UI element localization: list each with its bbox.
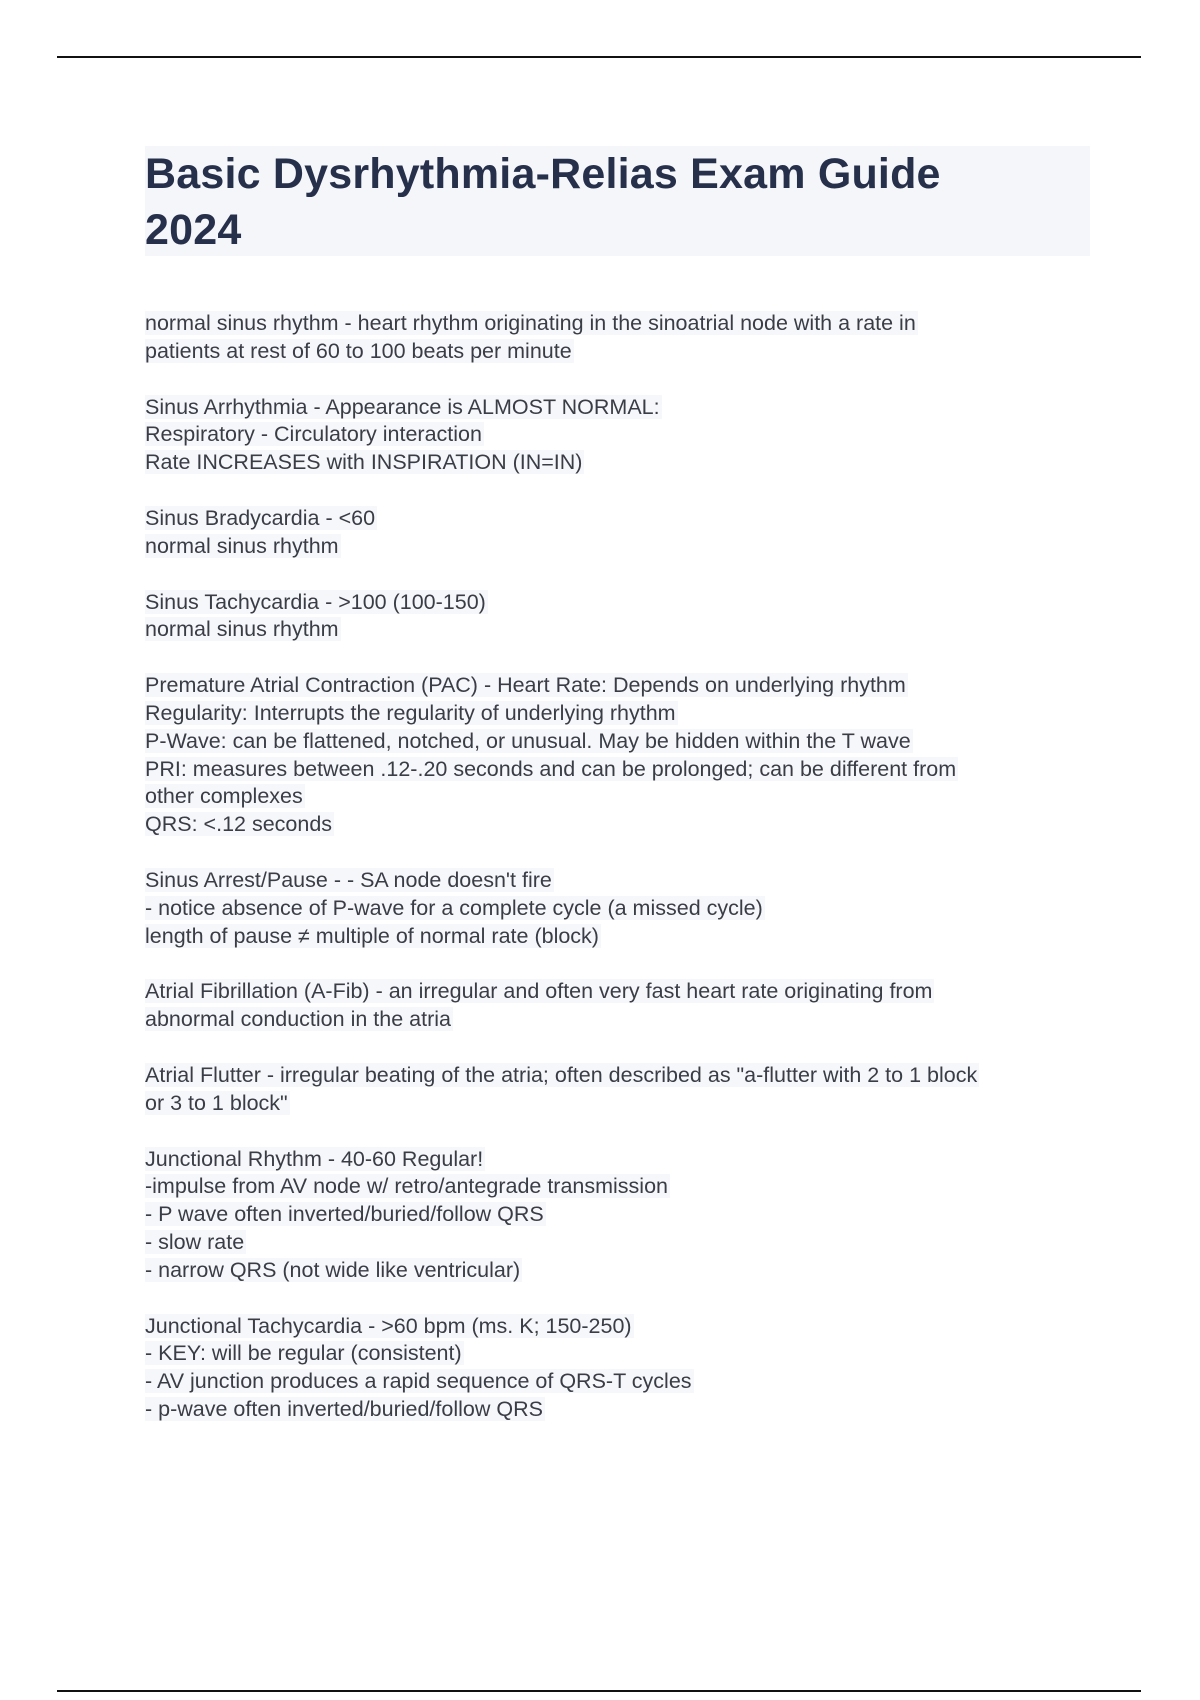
term-definition-line — [145, 672, 1105, 700]
term-detail-line — [145, 421, 1105, 449]
line-text: Sinus Arrhythmia - Appearance is ALMOST NORMAL: — [145, 394, 660, 419]
line-text: normal sinus rhythm — [145, 617, 339, 642]
term-entry — [145, 1146, 1105, 1285]
page-title: Basic Dysrhythmia-Relias Exam Guide 2024 — [145, 150, 941, 254]
term-definition-line — [145, 867, 1105, 895]
top-divider — [57, 56, 1141, 58]
term-detail-line — [145, 1340, 1105, 1368]
term-entry — [145, 310, 1105, 366]
title-block — [145, 146, 1090, 256]
line-text: - AV junction produces a rapid sequence of QRS-T cycles — [145, 1369, 692, 1394]
term-detail-line — [145, 1229, 1105, 1257]
term-entry — [145, 505, 1105, 561]
line-text: - slow rate — [145, 1229, 245, 1254]
term-definition-line — [145, 589, 1105, 617]
term-detail-line — [145, 783, 1105, 811]
line-text: -impulse from AV node w/ retro/antegrade transmission — [145, 1174, 669, 1199]
term-detail-line — [145, 338, 1105, 366]
term-detail-line — [145, 533, 1105, 561]
term-detail-line — [145, 1173, 1105, 1201]
term-definition-line — [145, 1313, 1105, 1341]
term-entry — [145, 672, 1105, 839]
term-detail-line — [145, 1090, 1105, 1118]
term-definition-line — [145, 1146, 1105, 1174]
term-detail-line — [145, 1201, 1105, 1229]
term-detail-line — [145, 1006, 1105, 1034]
term-detail-line — [145, 923, 1105, 951]
term-entry — [145, 867, 1105, 950]
term-definition-line — [145, 978, 1105, 1006]
line-text: Sinus Tachycardia - >100 (100-150) — [145, 589, 486, 614]
line-text: Sinus Bradycardia - <60 — [145, 505, 376, 530]
line-text: Atrial Flutter - irregular beating of the atria; often described as "a-flutter with 2 to 1 block — [145, 1062, 978, 1087]
line-text: - P wave often inverted/buried/follow QRS — [145, 1202, 544, 1227]
term-detail-line — [145, 616, 1105, 644]
line-text: normal sinus rhythm - heart rhythm originating in the sinoatrial node with a rate in — [145, 311, 916, 335]
line-text: patients at rest of 60 to 100 beats per minute — [145, 338, 572, 363]
term-entry — [145, 1062, 1105, 1118]
term-entry — [145, 1313, 1105, 1424]
term-detail-line — [145, 1396, 1105, 1424]
term-entry — [145, 589, 1105, 645]
line-text: or 3 to 1 block" — [145, 1090, 288, 1115]
line-text: - KEY: will be regular (consistent) — [145, 1341, 462, 1366]
line-text: other complexes — [145, 784, 303, 809]
line-text: QRS: <.12 seconds — [145, 812, 333, 837]
term-definition-line — [145, 310, 1105, 338]
line-text: - notice absence of P-wave for a complete cycle (a missed cycle) — [145, 895, 763, 920]
term-definition-line — [145, 1062, 1105, 1090]
term-detail-line — [145, 756, 1105, 784]
line-text: Premature Atrial Contraction (PAC) - Heart Rate: Depends on underlying rhythm — [145, 673, 906, 698]
line-text: length of pause ≠ multiple of normal rate (block) — [145, 923, 599, 948]
term-entry — [145, 978, 1105, 1034]
line-text: abnormal conduction in the atria — [145, 1007, 451, 1032]
term-detail-line — [145, 449, 1105, 477]
line-text: - narrow QRS (not wide like ventricular) — [145, 1257, 521, 1282]
term-detail-line — [145, 700, 1105, 728]
term-entry — [145, 394, 1105, 477]
term-detail-line — [145, 1257, 1105, 1285]
term-definition-line — [145, 505, 1105, 533]
line-text: Atrial Fibrillation (A-Fib) - an irregular and often very fast heart rate originating from — [145, 979, 933, 1004]
line-text: Junctional Rhythm - 40-60 Regular! — [145, 1146, 484, 1171]
document-body — [145, 310, 1105, 1452]
line-text: Regularity: Interrupts the regularity of underlying rhythm — [145, 700, 676, 725]
term-detail-line — [145, 895, 1105, 923]
term-definition-line — [145, 394, 1105, 422]
line-text: normal sinus rhythm — [145, 533, 339, 558]
line-text: - p-wave often inverted/buried/follow QRS — [145, 1396, 543, 1421]
line-text: Respiratory - Circulatory interaction — [145, 422, 482, 447]
line-text: PRI: measures between .12-.20 seconds and can be prolonged; can be different from — [145, 756, 957, 781]
term-detail-line — [145, 1368, 1105, 1396]
line-text: Junctional Tachycardia - >60 bpm (ms. K; 150-250) — [145, 1313, 632, 1338]
term-detail-line — [145, 728, 1105, 756]
term-detail-line — [145, 811, 1105, 839]
line-text: Sinus Arrest/Pause - - SA node doesn't fire — [145, 867, 552, 892]
line-text: Rate INCREASES with INSPIRATION (IN=IN) — [145, 450, 583, 475]
bottom-divider — [57, 1690, 1141, 1692]
line-text: P-Wave: can be flattened, notched, or unusual. May be hidden within the T wave — [145, 728, 911, 753]
